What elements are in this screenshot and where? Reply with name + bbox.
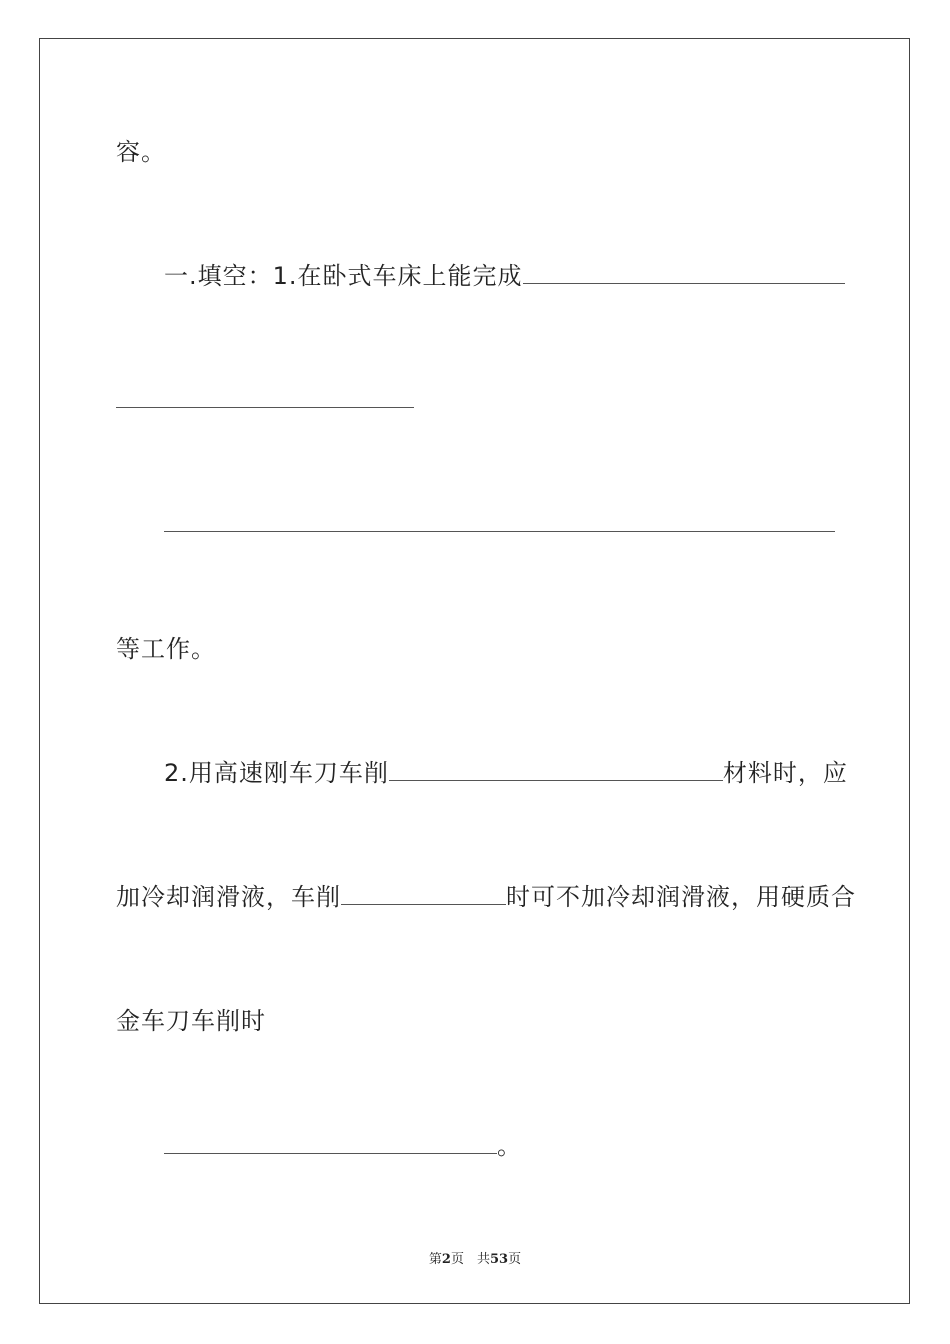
question-2-text: 材料时，应 [722, 759, 848, 787]
text-line [116, 634, 216, 664]
footer-text: 第 [428, 1252, 442, 1267]
question-1-line [164, 261, 845, 291]
page-border [39, 38, 910, 1304]
question-1-text: 一.填空：1.在卧式车床上能完成 [164, 262, 523, 290]
footer-text: 页 共 [450, 1252, 490, 1267]
question-2-text: 加冷却润滑液，车削 [116, 883, 341, 911]
total-pages: 53 [489, 1252, 509, 1267]
blank-field[interactable] [116, 407, 414, 408]
page-footer [0, 1248, 950, 1267]
text-line [116, 137, 166, 167]
question-2-line-4 [164, 1131, 522, 1161]
page-number: 2 [441, 1252, 451, 1267]
question-2-text: 2.用高速刚车刀车削 [164, 759, 389, 787]
question-1-suffix: 等工作。 [116, 635, 216, 663]
question-2-text: 。 [497, 1132, 522, 1160]
blank-field[interactable] [164, 531, 835, 532]
blank-field[interactable] [523, 261, 845, 284]
question-2-line [164, 758, 848, 788]
question-2-line-2 [116, 882, 856, 912]
question-2-text: 时可不加冷却润滑液，用硬质合 [506, 883, 856, 911]
blank-field[interactable] [389, 758, 723, 781]
question-2-text: 金车刀车削时 [116, 1007, 266, 1035]
blank-field[interactable] [164, 1131, 497, 1154]
question-2-line-3 [116, 1006, 266, 1036]
blank-field[interactable] [341, 882, 506, 905]
footer-text: 页 [508, 1252, 522, 1267]
text-fragment: 容。 [116, 138, 166, 166]
